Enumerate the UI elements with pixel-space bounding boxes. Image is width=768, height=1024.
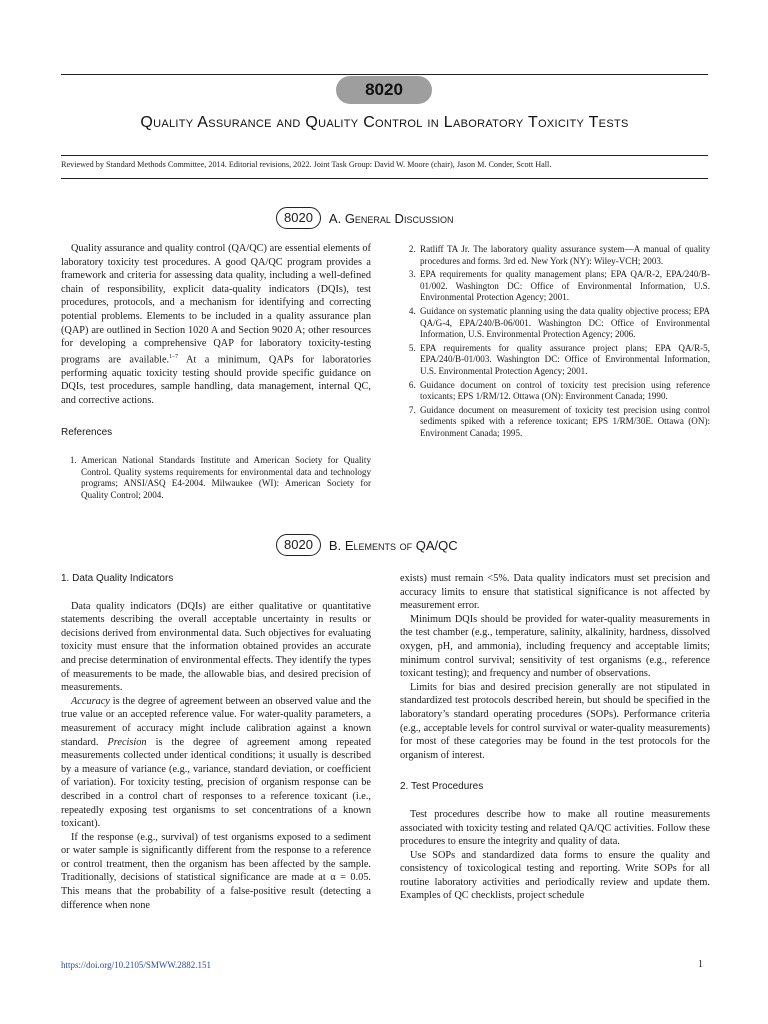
section-a-heading	[276, 207, 453, 229]
references-list-right	[400, 244, 710, 440]
accuracy-precision-paragraph: Accuracy is the degree of agreement between an observed value and the true value or an accepted reference value. For water-quality parameters, a measurement of accuracy might include calibration against a known standard. Precision is the degree of agreement among repeated measurements collected under identical conditions; it usually is described by a measure of variance (e.g., variance, standard deviation, or coefficient of variation). For toxicity testing, precision of organism response can be described in a control chart of responses to a reference toxicant (i.e., repeatedly exposing test organisms to set concentrations of a known toxicant).	[61, 695, 371, 830]
reference-item: 3. EPA requirements for quality management plans; EPA QA/R-2, EPA/240/B-01/002. Washington DC: Office of Environmental Information, U.S. Environmental Protection Agency; 2001.	[418, 269, 710, 304]
sop-paragraph: Use SOPs and standardized data forms to ensure the quality and consistency of toxicological testing and reporting. Write SOPs for all routine laboratory activities and periodically review and update them. Examples of QC checklists, project schedule	[400, 849, 710, 902]
reviewed-rule	[61, 178, 708, 179]
test-procedures-paragraph: Test procedures describe how to make all routine measurements associated with toxicity testing and related QA/QC activities. Follow these procedures to ensure the integrity and quality of data.	[400, 808, 710, 848]
section-a-left-column	[61, 242, 371, 504]
continued-paragraph: exists) must remain <5%. Data quality indicators must set precision and accuracy limits to ensure that statistical significance is not affected by measurement error.	[400, 573, 710, 612]
citation-superscript: 1–7	[169, 353, 179, 360]
reference-item: 7. Guidance document on measurement of toxicity test precision using control sediments spiked with a reference toxicant; EPS 1/RM/30E. Ottawa (ON): Environment Canada; 1995.	[418, 405, 710, 440]
section-a-label: A. General Discussion	[328, 210, 454, 226]
reference-item: 2. Ratliff TA Jr. The laboratory quality assurance system—A manual of quality procedures and forms. 3rd ed. New York (NY): Wiley-VCH; 2003.	[418, 244, 710, 267]
section-number-badge: 8020	[336, 76, 432, 104]
section-b-left-column	[61, 572, 371, 912]
significance-paragraph: If the response (e.g., survival) of test organisms exposed to a sediment or water sample is significantly different from the response to a reference or control treatment, then the organism has been affected by the sample. Traditionally, decisions of statistical significance are made at α = 0.05. This means that the probability of a false-positive result (detecting a difference when none	[61, 831, 371, 911]
section-b-number: 8020	[276, 534, 321, 556]
precision-term: Precision	[107, 736, 147, 748]
minimum-dqi-paragraph: Minimum DQIs should be provided for water-quality measurements in the test chamber (e.g., temperature, salinity, alkalinity, hardness, dissolved oxygen, pH, and ammonia), including frequency and acceptable limits; minimum control survival; sensitivity of test organisms (e.g., reference toxicant testing); and frequency and number of observations.	[400, 613, 710, 680]
page-number: 1	[698, 959, 703, 970]
page-title: Quality Assurance and Quality Control in Laboratory Toxicity Tests	[140, 114, 629, 131]
reviewed-note: Reviewed by Standard Methods Committee, 2014. Editorial revisions, 2022. Joint Task Group: David W. Moore (chair), Jason M. Conder, Scott Hall.	[61, 160, 552, 169]
title-rule	[61, 155, 708, 156]
section-a-number: 8020	[276, 207, 321, 229]
subsection-data-quality-indicators: 1. Data Quality Indicators	[61, 573, 174, 584]
section-a-right-column	[400, 244, 710, 442]
reference-item: 1. American National Standards Institute and American Society for Quality Control. Quality systems requirements for environmental data and technology programs; ANSI/ASQ E4-2004. Milwaukee (WI): American Society for Quality Control; 2004.	[79, 455, 371, 501]
reference-item: 4. Guidance on systematic planning using the data quality objective process; EPA QA/G-4, EPA/240/B-06/001. Washington DC: Office of Environmental Information, U.S. Environmental Protection Agency; 2006.	[418, 306, 710, 341]
reference-item: 6. Guidance document on control of toxicity test precision using reference toxicants; EPS 1/RM/12. Ottawa (ON): Environment Canada; 1990.	[418, 380, 710, 403]
section-b-heading	[276, 534, 458, 556]
section-b-label: B. Elements of QA/QC	[328, 537, 458, 553]
accuracy-term: Accuracy	[71, 695, 110, 707]
section-b-right-column	[400, 572, 710, 903]
top-rule	[61, 74, 708, 75]
references-heading: References	[61, 426, 113, 438]
dqi-paragraph: Data quality indicators (DQIs) are either qualitative or quantitative statements describing the overall acceptable uncertainty in results or decisions derived from environmental data. Such objectives for evaluating toxicity must ensure that the information obtained provides an accurate and precise determination of environmental effects. They identify the types of measurements to be made, the allowable bias, and desired precision of measurements.	[61, 600, 371, 694]
references-list-left	[61, 455, 371, 501]
doi-link[interactable]: https://doi.org/10.2105/SMWW.2882.151	[61, 960, 212, 970]
subsection-test-procedures: 2. Test Procedures	[400, 781, 484, 793]
reference-item: 5. EPA requirements for quality assurance project plans; EPA QA/R-5, EPA/240/B-01/003. Washington DC: Office of Environmental Information, U.S. Environmental Protection Agency; 2001.	[418, 343, 710, 378]
general-discussion-paragraph: Quality assurance and quality control (QA/QC) are essential elements of laboratory toxicity test procedures. A good QA/QC program provides a framework and criteria for assessing data quality, including a well-defined chain of responsibility, explicit data-quality indicators (DQIs), test procedures, protocols, and a mechanism for identifying and correcting potential problems. Elements to be included in a quality assurance plan (QAP) are outlined in Section 1020 A and Section 9020 A; other resources for developing a comprehensive QAP for laboratory toxicity-testing programs are available.$^{1-7}$ At a minimum, QAPs for laboratories performing aquatic toxicity testing should provide specific guidance on DQIs, test procedures, sample handling, data management, internal QC, and corrective actions.	[61, 243, 371, 406]
limits-paragraph: Limits for bias and desired precision generally are not stipulated in standardized test protocols described herein, but should be specified in the laboratory’s standard operating procedures (SOPs). Performance criteria (e.g., acceptable levels for control survival or water-quality measurements) for most of these categories may be found in the test protocols for the organism of interest.	[400, 681, 710, 761]
